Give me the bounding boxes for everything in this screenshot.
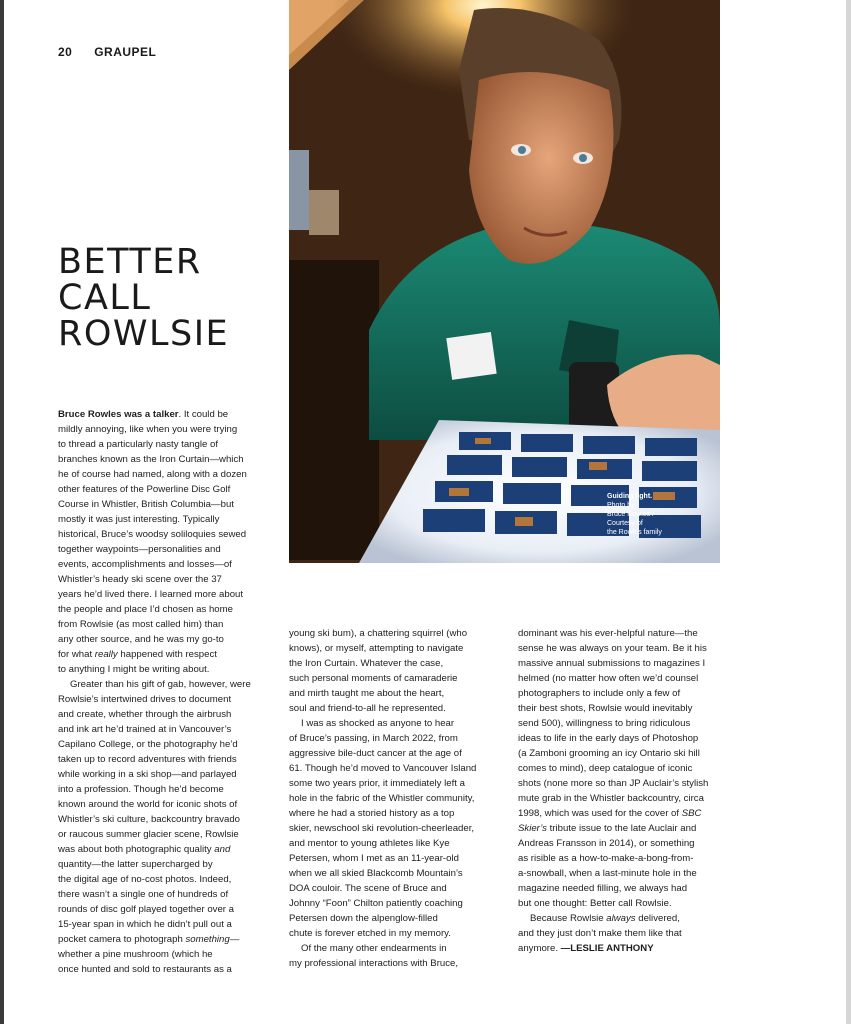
page-number: 20 <box>58 45 73 59</box>
text-line <box>289 716 499 731</box>
text-run: happened with respect <box>117 649 217 660</box>
text-line <box>58 962 273 977</box>
text-line <box>58 872 273 887</box>
text-line <box>518 656 723 671</box>
text-run: there wasn’t a single one of hundreds of <box>58 889 229 900</box>
text-run: or raucous summer glacier scene, Rowlsie <box>58 829 239 840</box>
article-column-3 <box>518 626 723 956</box>
text-run: my professional interactions with Bruce, <box>289 958 459 969</box>
text-run: Of the many other endearments in <box>301 943 447 954</box>
text-line <box>58 707 273 722</box>
text-line <box>289 866 499 881</box>
text-line <box>289 746 499 761</box>
text-line <box>289 701 499 716</box>
text-line <box>58 902 273 917</box>
text-run: Andreas Fransson in 2014), or something <box>518 838 695 849</box>
article-column-2 <box>289 626 499 971</box>
page-folio <box>58 45 156 59</box>
text-run: Rowlsie’s intertwined drives to document <box>58 694 232 705</box>
headline-line-3: ROWLSIE <box>58 314 230 354</box>
text-line <box>58 602 273 617</box>
text-line <box>518 731 723 746</box>
text-line <box>58 512 273 527</box>
text-line <box>289 926 499 941</box>
text-run: such personal moments of camaraderie <box>289 673 458 684</box>
text-run: and mentor to young athletes like Kye <box>289 838 450 849</box>
caption-line: Bruce Rowles / <box>607 511 655 518</box>
text-run: was about both photographic quality <box>58 844 215 855</box>
text-line <box>58 482 273 497</box>
text-run: and they just don’t make them like that <box>518 928 682 939</box>
text-run: of Bruce’s passing, in March 2022, from <box>289 733 458 744</box>
headline-line-2: CALL <box>58 278 152 318</box>
text-run: skier, newschool ski revolution-cheerleader, <box>289 823 475 834</box>
text-line <box>58 917 273 932</box>
text-run: a-snowball, when a last-minute hole in the <box>518 868 697 879</box>
text-run: events, accomplishments and losses—of <box>58 559 232 570</box>
text-run: he of course had named, along with a dozen <box>58 469 247 480</box>
author-byline: —LESLIE ANTHONY <box>560 943 654 954</box>
text-run: their best shots, Rowlsie would inevitably <box>518 703 693 714</box>
text-line <box>58 737 273 752</box>
left-edge <box>0 0 4 1024</box>
text-line <box>58 827 273 842</box>
text-run: helmed (no matter how often we’d counsel <box>518 673 699 684</box>
text-run: magazine needed filling, we always had <box>518 883 688 894</box>
text-run: pocket camera to photograph <box>58 934 186 945</box>
text-run: known around the world for iconic shots of <box>58 799 238 810</box>
text-run: mostly it was just interesting. Typically <box>58 514 220 525</box>
text-line <box>58 422 273 437</box>
text-line <box>289 956 499 971</box>
italic-text: always <box>606 913 636 924</box>
text-line <box>518 641 723 656</box>
text-line <box>518 866 723 881</box>
text-run: where he had a storied history as a top <box>289 808 455 819</box>
text-line <box>58 452 273 467</box>
text-run: rounds of disc golf played together over a <box>58 904 234 915</box>
text-line <box>58 767 273 782</box>
text-line <box>58 647 273 662</box>
text-run: mute grab in the Whistler backcountry, circa <box>518 793 704 804</box>
lead-in-text: Bruce Rowles was a talker <box>58 409 179 420</box>
text-run: Whistler’s ski culture, backcountry bravado <box>58 814 241 825</box>
article-column-1 <box>58 407 273 977</box>
text-run: some two years prior, it immediately left a <box>289 778 465 789</box>
caption-title: Guiding light. <box>607 493 653 500</box>
text-run: and create, whether through the airbrush <box>58 709 232 720</box>
text-run: — <box>229 934 240 945</box>
text-line <box>58 842 273 857</box>
italic-text: SBC <box>681 808 702 819</box>
italic-text: really <box>94 649 118 660</box>
text-run: while working in a ski shop—and parlayed <box>58 769 237 780</box>
text-run: soul and friend-to-all he represented. <box>289 703 446 714</box>
text-run: Petersen, whom I met as an 11-year-old <box>289 853 459 864</box>
text-line <box>518 836 723 851</box>
text-line <box>518 761 723 776</box>
text-line <box>289 686 499 701</box>
text-line <box>58 587 273 602</box>
text-run: comes to mind), deep catalogue of iconic <box>518 763 693 774</box>
text-line <box>58 752 273 767</box>
text-run: 15-year span in which he didn’t pull out a <box>58 919 232 930</box>
text-line <box>289 806 499 821</box>
text-line <box>58 677 273 692</box>
text-line <box>289 836 499 851</box>
text-run: the Iron Curtain. Whatever the case, <box>289 658 444 669</box>
caption-line: Photo by <box>607 502 635 509</box>
text-run: from Rowlsie (as most called him) than <box>58 619 224 630</box>
italic-text: Skier’s <box>518 823 547 834</box>
caption-line: the Rowles family <box>607 529 662 536</box>
text-line <box>58 407 273 422</box>
text-run: whether a pine mushroom (which he <box>58 949 213 960</box>
text-line <box>58 857 273 872</box>
text-run: Course in Whistler, British Columbia—but <box>58 499 234 510</box>
text-line <box>518 671 723 686</box>
text-run: DOA couloir. The scene of Bruce and <box>289 883 447 894</box>
text-line <box>289 626 499 641</box>
text-line <box>518 686 723 701</box>
text-line <box>289 731 499 746</box>
text-line <box>58 467 273 482</box>
text-run: historical, Bruce’s woodsy soliloquies sewed <box>58 529 247 540</box>
text-run: to thread a particularly nasty tangle of <box>58 439 218 450</box>
text-line <box>518 701 723 716</box>
text-run: Capilano College, or the photography he’d <box>58 739 238 750</box>
text-run: taken up to record adventures with friends <box>58 754 237 765</box>
text-run: as risible as a how-to-make-a-bong-from- <box>518 853 694 864</box>
text-run: together waypoints—personalities and <box>58 544 221 555</box>
text-run: dominant was his ever-helpful nature—the <box>518 628 698 639</box>
feature-photo <box>289 0 720 563</box>
text-line <box>58 617 273 632</box>
italic-text: something <box>185 934 230 945</box>
right-edge <box>846 0 851 1024</box>
photo-caption <box>607 492 702 537</box>
text-run: branches known as the Iron Curtain—which <box>58 454 244 465</box>
caption-line: Courtesy of <box>607 520 643 527</box>
text-line <box>518 821 723 836</box>
text-line <box>289 881 499 896</box>
text-run: the digital age of no-cost photos. Indeed, <box>58 874 232 885</box>
article-headline <box>58 244 278 352</box>
text-line <box>58 497 273 512</box>
text-run: and mirth taught me about the heart, <box>289 688 445 699</box>
text-run: Greater than his gift of gab, however, were <box>70 679 251 690</box>
text-run: aggressive bile-duct cancer at the age of <box>289 748 462 759</box>
text-line <box>58 887 273 902</box>
text-line <box>518 881 723 896</box>
text-line <box>518 776 723 791</box>
text-line <box>289 896 499 911</box>
text-line <box>289 851 499 866</box>
text-line <box>58 572 273 587</box>
text-run: the people and place I’d chosen as home <box>58 604 233 615</box>
text-run: I was as shocked as anyone to hear <box>301 718 455 729</box>
magazine-name: GRAUPEL <box>94 45 157 59</box>
text-line <box>518 626 723 641</box>
text-run: once hunted and sold to restaurants as a <box>58 964 232 975</box>
text-line <box>58 632 273 647</box>
text-run: 61. Though he’d moved to Vancouver Island <box>289 763 477 774</box>
text-line <box>518 941 723 956</box>
text-run: chute is forever etched in my memory. <box>289 928 451 939</box>
text-line <box>518 746 723 761</box>
text-line <box>518 911 723 926</box>
text-line <box>289 641 499 656</box>
text-run: ideas to life in the early days of Photoshop <box>518 733 699 744</box>
text-run: 1998, which was used for the cover of <box>518 808 682 819</box>
text-line <box>58 557 273 572</box>
text-line <box>518 806 723 821</box>
text-run: shots (none more so than JP Auclair’s stylish <box>518 778 709 789</box>
text-line <box>518 926 723 941</box>
text-run: young ski bum), a chattering squirrel (who <box>289 628 468 639</box>
portrait-illustration <box>289 0 720 563</box>
text-line <box>289 941 499 956</box>
text-run: quantity—the latter supercharged by <box>58 859 213 870</box>
text-run: to anything I might be writing about. <box>58 664 210 675</box>
text-run: and ink art he’d trained at in Vancouver’s <box>58 724 232 735</box>
text-line <box>289 911 499 926</box>
text-line <box>58 812 273 827</box>
text-run: . It could be <box>178 409 229 420</box>
text-run: years he’d lived there. I learned more about <box>58 589 244 600</box>
text-line <box>518 896 723 911</box>
text-run: Because Rowlsie <box>530 913 607 924</box>
text-line <box>58 692 273 707</box>
text-line <box>58 932 273 947</box>
text-line <box>518 851 723 866</box>
text-run: any other source, and he was my go-to <box>58 634 224 645</box>
text-run: other features of the Powerline Disc Golf <box>58 484 231 495</box>
text-line <box>289 821 499 836</box>
text-line <box>58 527 273 542</box>
text-run: delivered, <box>635 913 680 924</box>
text-run: mildly annoying, like when you were trying <box>58 424 238 435</box>
text-line <box>58 722 273 737</box>
text-line <box>289 656 499 671</box>
text-run: knows), or myself, attempting to navigate <box>289 643 464 654</box>
text-run: tribute issue to the late Auclair and <box>546 823 697 834</box>
text-line <box>289 791 499 806</box>
text-run: sense he was always on your team. Be it his <box>518 643 707 654</box>
text-run: Petersen down the alpenglow-filled <box>289 913 438 924</box>
text-run: anymore. <box>518 943 561 954</box>
text-line <box>518 791 723 806</box>
headline-line-1: BETTER <box>58 242 202 282</box>
text-line <box>289 671 499 686</box>
text-run: Whistler’s heady ski scene over the 37 <box>58 574 222 585</box>
text-run: send 500), willingness to bring ridiculous <box>518 718 691 729</box>
text-line <box>58 782 273 797</box>
text-run: photographers to include only a few of <box>518 688 681 699</box>
text-run: massive annual submissions to magazines I <box>518 658 706 669</box>
text-run: when we all skied Blackcomb Mountain’s <box>289 868 463 879</box>
text-line <box>58 662 273 677</box>
text-line <box>518 716 723 731</box>
text-run: for what <box>58 649 95 660</box>
text-line <box>58 797 273 812</box>
text-run: Johnny “Foon” Chilton patiently coaching <box>289 898 463 909</box>
text-line <box>58 542 273 557</box>
text-line <box>58 947 273 962</box>
text-line <box>289 761 499 776</box>
italic-text: and <box>214 844 231 855</box>
text-run: hole in the fabric of the Whistler community, <box>289 793 475 804</box>
text-line <box>58 437 273 452</box>
text-run: into a profession. Though he’d become <box>58 784 224 795</box>
text-run: (a Zamboni grooming an icy Ontario ski hill <box>518 748 700 759</box>
text-line <box>289 776 499 791</box>
text-run: but one thought: Better call Rowlsie. <box>518 898 672 909</box>
